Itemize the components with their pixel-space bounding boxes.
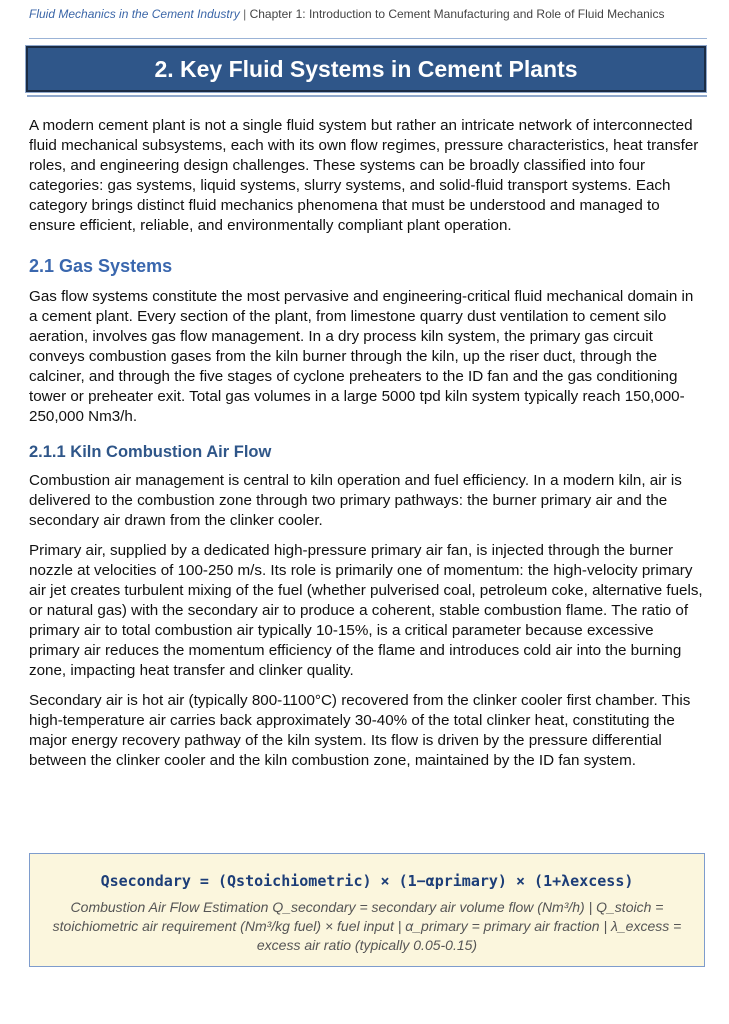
header-rule [29, 38, 707, 39]
document-body [29, 116, 705, 781]
combustion-air-paragraph: Combustion air management is central to kiln operation and fuel efficiency. In a modern kiln, air is delivered to the combustion zone through two primary pathways: the burner primary air and the secondary air drawn from the clinker cooler. [29, 472, 682, 529]
formula: Qsecondary = (Qstoichiometric) × (1−αprimary) × (1+λexcess) [100, 872, 634, 890]
subsubsection-heading: 2.1.1 Kiln Combustion Air Flow [29, 443, 272, 461]
chapter-title: Chapter 1: Introduction to Cement Manufacturing and Role of Fluid Mechanics [249, 7, 665, 21]
book-title: Fluid Mechanics in the Cement Industry [29, 7, 240, 21]
subsection-heading: 2.1 Gas Systems [29, 256, 173, 276]
secondary-air-paragraph: Secondary air is hot air (typically 800-1100°C) recovered from the clinker cooler first chamber. This high-temperature air carries back approximately 30-40% of the total clinker heat, constituting the major energy recovery pathway of the kiln system. Its flow is driven by the pressure differential between the clinker cooler and the kiln combustion zone, maintained by the ID fan system. [29, 692, 691, 769]
formula-caption: Combustion Air Flow Estimation Q_secondary = secondary air volume flow (Nm³/h) | Q_stoich = stoichiometric air requirement (Nm³/kg fuel) × fuel input | α_primary = primary air fraction | λ_excess = excess air ratio (typically 0.05-0.15) [52, 899, 682, 953]
gas-systems-paragraph: Gas flow systems constitute the most pervasive and engineering-critical fluid mechanical domain in a cement plant. Every section of the plant, from limestone quarry dust ventilation to cement silo aeration, involves gas flow management. In a dry process kiln system, the primary gas circuit conveys combustion gases from the kiln burner through the kiln, up the riser duct, through the calciner, and through the five stages of cyclone preheaters to the ID fan and the gas conditioning tower or preheater exit. Total gas volumes in a large 5000 tpd kiln system typically reach 150,000-250,000 Nm3/h. [29, 288, 694, 425]
formula-box [29, 853, 705, 967]
section-title: 2. Key Fluid Systems in Cement Plants [154, 56, 578, 82]
primary-air-paragraph: Primary air, supplied by a dedicated high-pressure primary air fan, is injected through the burner nozzle at velocities of 100-250 m/s. Its role is primarily one of momentum: the high-velocity primary air jet creates turbulent mixing of the fuel (whether pulverised coal, petroleum coke, alternative fuels, or natural gas) with the secondary air to produce a coherent, stable combustion flame. The ratio of primary air to total combustion air typically 10-15%, is a critical parameter because excessive primary air reduces the momentum efficiency of the flame and introduces cold air into the burning zone, impacting heat transfer and clinker quality. [29, 542, 703, 679]
intro-paragraph: A modern cement plant is not a single fluid system but rather an intricate network of interconnected fluid mechanical subsystems, each with its own flow regimes, pressure characteristics, heat transfer roles, and engineering design challenges. These systems can be broadly classified into four categories: gas systems, liquid systems, slurry systems, and solid-fluid transport systems. Each category brings distinct fluid mechanics phenomena that must be understood and managed to ensure efficient, reliable, and environmentally compliant plant operation. [29, 117, 699, 234]
title-rule [27, 95, 707, 97]
section-title-banner [26, 46, 706, 92]
header-separator: | [243, 7, 247, 21]
running-header [29, 7, 709, 22]
